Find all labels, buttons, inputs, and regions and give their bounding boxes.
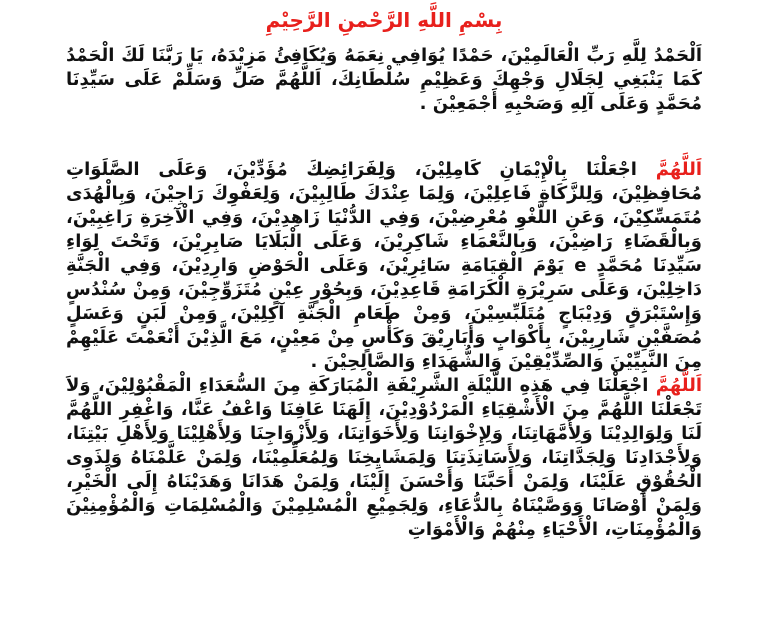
- opening-praise-text: اَلْحَمْدُ لِلَّهِ رَبِّ الْعَالَمِيْنَ، حَمْدًا يُوَافِي نِعَمَهُ وَيُكَافِئُ مَزِيْدَهُ، يَا رَبَّنَا لَكَ الْحَمْدُ كَمَا يَنْبَغِي لِجَلَالِ وَجْهِكَ وَعَظِيْمِ سُلْطَانِكَ، اَللَّهُمَّ صَلِّ وَسَلِّمْ عَلَى سَيِّدِنَا مُحَمَّدٍ وَعَلَى آلِهِ وَصَحْبِهِ أَجْمَعِيْنَ .: [66, 45, 702, 114]
- prayer-2-text: اجْعَلْنَا فِي هَذِهِ اللَّيْلَةِ الشَّرِيْفَةِ الْمُبَارَكَةِ مِنَ السُّعَدَاءِ الْمَقْبُوْلِيْنَ، وَلاَ تَجْعَلْنَا اللَّهُمَّ مِنَ الْأَشْقِيَاءِ الْمَرْدُوْدِيْنَ، إِلَهَنَا عَافِنَا وَاعْفُ عَنَّا، وَاغْفِرِ اللَّهُمَّ لَنَا وَلِوَالِدِيْنَا وَلِأُمَّهَاتِنَا، وَلِإِخْوَانِنَا وَلِأَخَوَاتِنَا، وَلِأَزْوَاجِنَا وَلِأَهْلِيْنَا وَلِأَهْلِ بَيْتِنَا، وَلِأَجْدَادِنَا وَلِجَدَّاتِنَا، وَلِأَسَاتِذَتِنَا وَلِمَشَايِخِنَا وَلِمُعَلِّمِيْنَا، وَلِمَنْ عَلَّمْنَاهُ وَلِذَوِى الْحُقُوْقِ عَلَيْنَا، وَلِمَنْ أَحَبَّنَا وَأَحْسَنَ إِلَيْنَا، وَلِمَنْ هَدَانَا وَهَدَيْنَاهُ إِلَى الْخَيْرِ، وَلِمَنْ أَوْصَانَا وَوَصَّيْنَاهُ بِالدُّعَاءِ، وَلِجَمِيْعِ الْمُسْلِمِيْنَ وَالْمُسْلِمَاتِ وَالْمُؤْمِنِيْنَ وَالْمُؤْمِنَاتِ، الْأَحْيَاءِ مِنْهُمْ وَالْأَمْوَاتِ: [66, 375, 702, 540]
- prayer-1-invocation: اَللَّهُمَّ: [655, 159, 702, 180]
- prayer-paragraph-2: [66, 374, 702, 542]
- basmala-heading: بِسْمِ اللَّهِ الرَّحْمنِ الرَّحِيْمِ: [265, 8, 503, 32]
- prayer-1-text: اجْعَلْنَا بِالْإِيْمَانِ كَامِلِيْنَ، وَلِفَرَائِضِكَ مُؤَدِّيْنَ، وَعَلَى الصَّلَوَاتِ مُحَافِظِيْنَ، وَلِلزَّكَاةِ فَاعِلِيْنَ، وَلِمَا عِنْدَكَ طَالِبِيْنَ، وَلِعَفْوِكَ رَاجِيْنَ، وَبِالْهُدَى مُتَمَسِّكِيْنَ، وَعَنِ اللَّغْوِ مُعْرِضِيْنَ، وَفِي الدُّنْيَا زَاهِدِيْنَ، وَفِي الْآخِرَةِ رَاغِبِيْنَ، وَبِالْقَضَاءِ رَاضِيْنَ، وَبِالنَّعْمَاءِ شَاكِرِيْنَ، وَعَلَى الْبَلَايَا صَابِرِيْنَ، وَتَحْتَ لِوَاءِ سَيِّدِنَا مُحَمَّدٍ e يَوْمَ الْقِيَامَةِ سَائِرِيْنَ، وَعَلَى الْحَوْضِ وَارِدِيْنَ، وَفِي الْجَنَّةِ دَاخِلِيْنَ، وَعَلَى سَرِيْرَةِ الْكَرَامَةِ قَاعِدِيْنَ، وَبِحُوْرٍ عِيْنٍ مُتَزَوِّجِيْنَ، وَمِنْ سُنْدُسٍ وَإِسْتَبْرَقٍ وَدِيْبَاجٍ مُتَلَبِّسِيْنَ، وَمِنْ طَعَامِ الْجَنَّةِ آكِلِيْنَ، وَمِنْ لَبَنٍ وَعَسَلٍ مُصَفَّيْنِ شَارِبِيْنَ، بِأَكْوَابٍ وَأَبَارِيْقَ وَكَأْسٍ مِنْ مَعِيْنٍ، مَعَ الَّذِيْنَ أَنْعَمْتَ عَلَيْهِمْ مِنَ النَّبِيِّيْنَ وَالصِّدِّيْقِيْنَ وَالشُّهَدَاءِ وَالصَّالِحِيْنَ .: [66, 159, 702, 372]
- opening-praise-paragraph: [66, 44, 702, 116]
- prayer-paragraph-1: [66, 158, 702, 374]
- prayer-2-invocation: اَللَّهُمَّ: [655, 375, 702, 396]
